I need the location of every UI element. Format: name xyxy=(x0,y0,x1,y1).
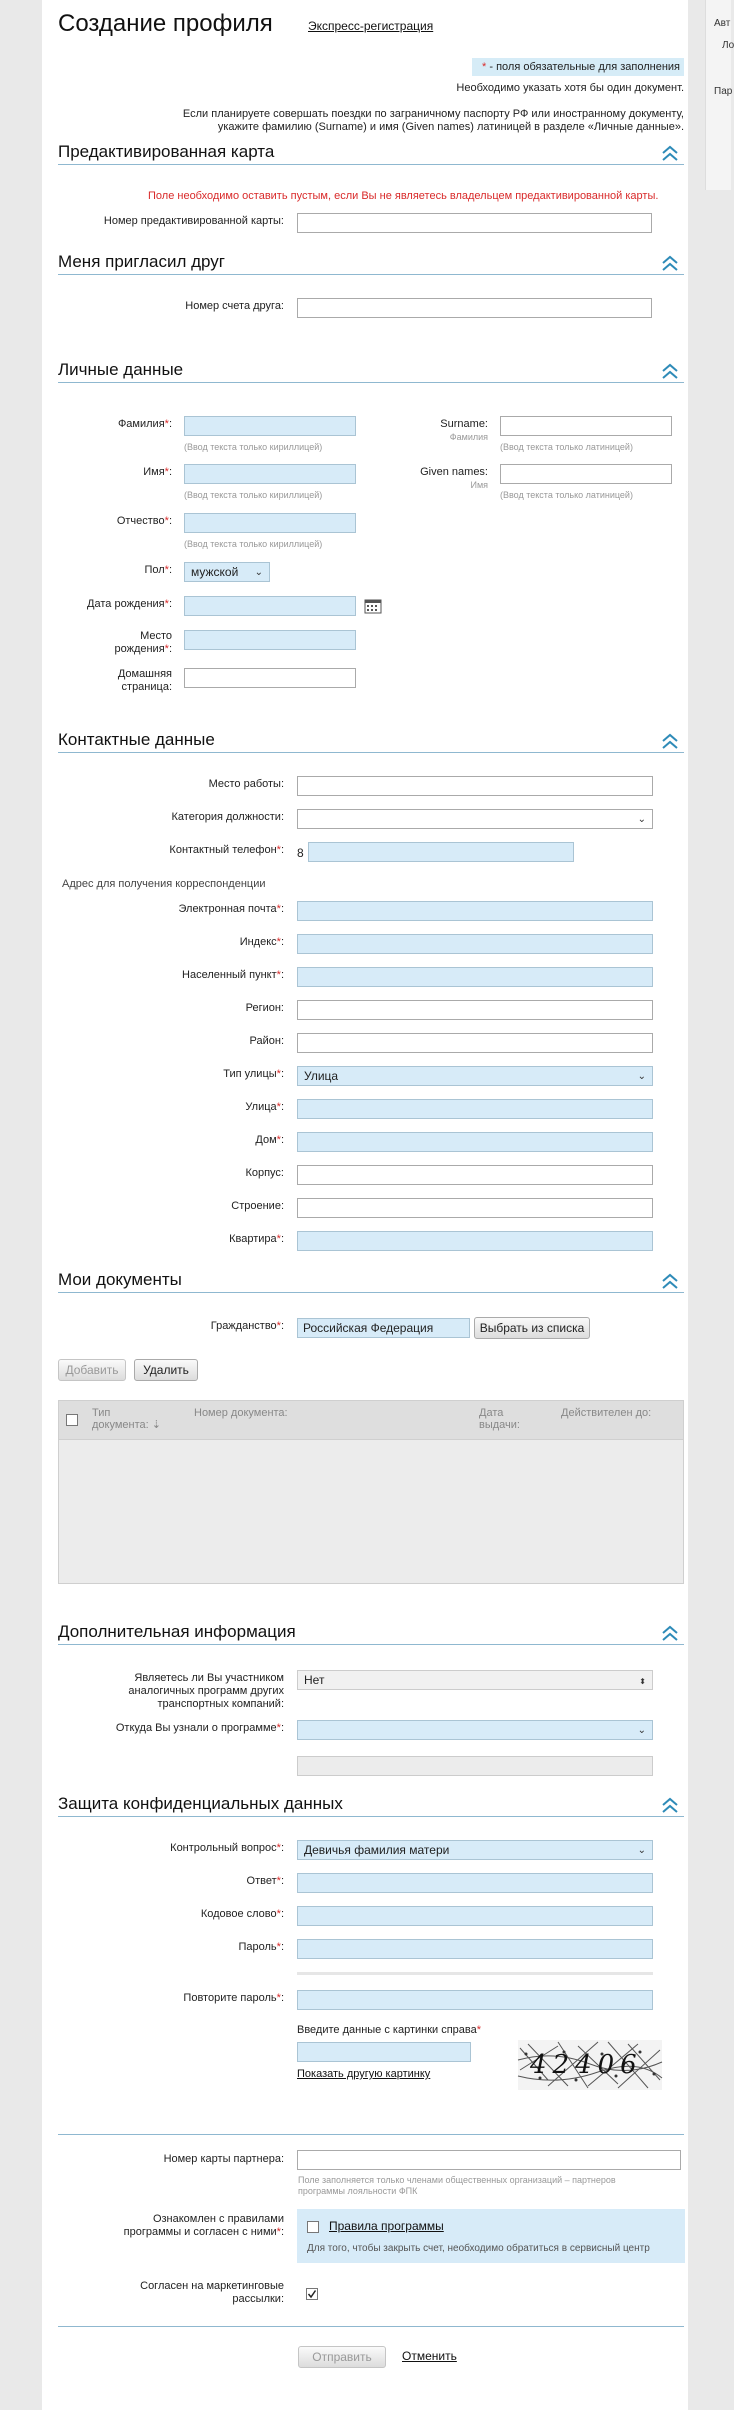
section-divider xyxy=(58,2134,684,2135)
latin-hint: (Ввод текста только латиницей) xyxy=(500,490,633,500)
given-names-input[interactable] xyxy=(500,464,672,484)
section-contacts xyxy=(58,730,684,753)
section-documents xyxy=(58,1270,684,1293)
street-type-value: Улица xyxy=(304,1069,339,1083)
section-additional-info xyxy=(58,1622,684,1645)
source-other-input[interactable] xyxy=(297,1756,653,1776)
security-question-select[interactable] xyxy=(297,1840,653,1860)
latin-note-line2: укажите фамилию (Surname) и имя (Given names) латиницей в разделе «Личные данные». xyxy=(217,121,684,133)
house-label: Дом*: xyxy=(255,1134,284,1146)
gender-value: мужской xyxy=(191,565,239,579)
apartment-input[interactable] xyxy=(297,1231,653,1251)
delete-document-button[interactable]: Удалить xyxy=(134,1359,198,1381)
rules-checkbox[interactable] xyxy=(307,2221,319,2233)
choose-citizenship-button[interactable]: Выбрать из списка xyxy=(474,1317,590,1339)
preactivated-warning: Поле необходимо оставить пустым, если Вы не являетесь владельцем предактивированной карты. xyxy=(148,190,659,202)
collapse-icon[interactable] xyxy=(660,254,680,272)
express-registration-link[interactable]: Экспресс-регистрация xyxy=(308,19,434,33)
region-input[interactable] xyxy=(297,1000,653,1020)
rules-agreement-label: Ознакомлен с правилами программы и согласен с ними*: xyxy=(123,2213,284,2238)
password-input[interactable] xyxy=(297,1939,653,1959)
latin-hint: (Ввод текста только латиницей) xyxy=(500,442,633,452)
street-label: Улица*: xyxy=(245,1101,284,1113)
city-input[interactable] xyxy=(297,967,653,987)
homepage-input[interactable] xyxy=(184,668,356,688)
partner-card-label: Номер карты партнера: xyxy=(163,2153,284,2165)
submit-button[interactable]: Отправить xyxy=(298,2346,386,2368)
close-account-note: Для того, чтобы закрыть счет, необходимо обратиться в сервисный центр xyxy=(307,2243,650,2254)
collapse-icon[interactable] xyxy=(660,144,680,162)
answer-input[interactable] xyxy=(297,1873,653,1893)
section-title: Мои документы xyxy=(58,1270,182,1289)
apartment-label: Квартира*: xyxy=(229,1233,284,1245)
required-note-text: - поля обязательные для заполнения xyxy=(486,61,680,73)
right-panel-text: Авт xyxy=(714,18,731,29)
section-title: Защита конфиденциальных данных xyxy=(58,1794,343,1813)
section-preactivated-card xyxy=(58,142,684,165)
street-type-label: Тип улицы*: xyxy=(223,1068,284,1080)
section-divider xyxy=(58,2326,684,2327)
source-select[interactable] xyxy=(297,1720,653,1740)
surname-sublabel: Фамилия xyxy=(449,432,488,442)
gender-label: Пол*: xyxy=(144,564,172,576)
documents-table-header xyxy=(58,1400,684,1440)
section-title: Личные данные xyxy=(58,360,184,379)
preactivated-card-label: Номер предактивированной карты: xyxy=(103,215,284,227)
workplace-input[interactable] xyxy=(297,776,653,796)
answer-label: Ответ*: xyxy=(246,1875,284,1887)
phone-prefix: 8 xyxy=(297,846,304,860)
email-input[interactable] xyxy=(297,901,653,921)
section-title: Предактивированная карта xyxy=(58,142,275,161)
region-label: Регион: xyxy=(245,1002,284,1014)
surname-input[interactable] xyxy=(500,416,672,436)
last-name-input[interactable] xyxy=(184,416,356,436)
building-label: Корпус: xyxy=(245,1167,284,1179)
section-invited-friend xyxy=(58,252,684,275)
password-label: Пароль*: xyxy=(238,1941,284,1953)
last-name-label: Фамилия*: xyxy=(117,418,172,430)
street-type-select[interactable] xyxy=(297,1066,653,1086)
first-name-label: Имя*: xyxy=(143,466,172,478)
chevron-down-icon: ⌄ xyxy=(637,1071,646,1082)
cyrillic-hint: (Ввод текста только кириллицей) xyxy=(184,539,323,549)
repeat-password-input[interactable] xyxy=(297,1990,653,2010)
required-star: * xyxy=(482,61,487,73)
structure-input[interactable] xyxy=(297,1198,653,1218)
partner-hint-line2: программы лояльности ФПК xyxy=(298,2186,418,2196)
section-personal-data xyxy=(58,360,684,383)
other-programs-label: Являетесь ли Вы участником аналогичных программ других транспортных компаний: xyxy=(128,1672,284,1710)
first-name-input[interactable] xyxy=(184,464,356,484)
select-all-checkbox[interactable] xyxy=(66,1414,78,1426)
patronymic-label: Отчество*: xyxy=(116,515,172,527)
chevron-down-icon: ⌄ xyxy=(637,1845,646,1856)
given-names-label: Given names: xyxy=(420,466,488,478)
column-doc-type[interactable]: Тип документа: ⇣ xyxy=(92,1407,161,1431)
index-label: Индекс*: xyxy=(239,936,284,948)
other-programs-select[interactable] xyxy=(297,1670,653,1690)
district-input[interactable] xyxy=(297,1033,653,1053)
right-panel-text: Ло xyxy=(722,40,734,51)
partner-card-input[interactable] xyxy=(297,2150,681,2170)
workplace-label: Место работы: xyxy=(208,778,284,790)
column-doc-number[interactable]: Номер документа: xyxy=(194,1407,288,1419)
column-valid-until[interactable]: Действителен до: xyxy=(561,1407,652,1419)
one-document-note: Необходимо указать хотя бы один документ. xyxy=(456,82,684,94)
required-fields-note xyxy=(472,58,684,76)
position-label: Категория должности: xyxy=(171,811,284,823)
citizenship-label: Гражданство*: xyxy=(210,1320,284,1332)
section-privacy xyxy=(58,1794,684,1817)
collapse-icon[interactable] xyxy=(660,1796,680,1814)
repeat-password-label: Повторите пароль*: xyxy=(183,1992,284,2004)
add-document-button[interactable]: Добавить xyxy=(58,1359,126,1381)
right-panel-text: Пар xyxy=(714,86,733,97)
house-input[interactable] xyxy=(297,1132,653,1152)
captcha-prompt: Введите данные с картинки справа* xyxy=(297,2024,482,2036)
marketing-checkbox[interactable] xyxy=(306,2288,318,2300)
email-label: Электронная почта*: xyxy=(178,903,284,915)
chevron-down-icon: ⌄ xyxy=(637,1725,646,1736)
citizenship-field[interactable]: Российская Федерация xyxy=(297,1318,470,1338)
patronymic-input[interactable] xyxy=(184,513,356,533)
address-title: Адрес для получения корреспонденции xyxy=(62,878,266,890)
phone-input[interactable] xyxy=(308,842,574,862)
program-rules-link[interactable]: Правила программы xyxy=(329,2219,444,2233)
calendar-icon[interactable] xyxy=(364,598,382,614)
section-title: Контактные данные xyxy=(58,730,215,749)
other-programs-value: Нет xyxy=(304,1673,325,1687)
homepage-label: Домашняя страница: xyxy=(117,668,172,693)
captcha-image xyxy=(518,2040,662,2090)
source-label: Откуда Вы узнали о программе*: xyxy=(115,1722,284,1734)
position-select[interactable] xyxy=(297,809,653,829)
cyrillic-hint: (Ввод текста только кириллицей) xyxy=(184,442,323,452)
birth-date-label: Дата рождения*: xyxy=(87,598,172,610)
cancel-link[interactable]: Отменить xyxy=(402,2349,457,2363)
sort-arrow-icon: ⇣ xyxy=(151,1419,161,1431)
gender-select[interactable] xyxy=(184,562,270,582)
section-title: Меня пригласил друг xyxy=(58,252,226,271)
friend-account-label: Номер счета друга: xyxy=(185,300,284,312)
given-names-sublabel: Имя xyxy=(470,480,488,490)
page-title: Создание профиля xyxy=(58,10,273,37)
chevron-down-icon: ⌄ xyxy=(637,814,646,825)
security-question-label: Контрольный вопрос*: xyxy=(170,1842,284,1854)
latin-note-line1: Если планируете совершать поездки по заграничному паспорту РФ или иностранному документу, xyxy=(182,108,684,120)
district-label: Район: xyxy=(249,1035,284,1047)
collapse-icon[interactable] xyxy=(660,362,680,380)
documents-table-body xyxy=(58,1440,684,1584)
surname-label: Surname: xyxy=(440,418,488,430)
column-issue-date[interactable]: Дата выдачи: xyxy=(479,1407,520,1431)
phone-label: Контактный телефон*: xyxy=(169,844,284,856)
right-side-panel xyxy=(705,0,734,190)
partner-hint-line1: Поле заполняется только членами общественных организаций – партнеров xyxy=(298,2175,616,2185)
checkmark-icon xyxy=(307,2289,317,2299)
birth-date-input[interactable] xyxy=(184,596,356,616)
birth-place-label: Место рождения*: xyxy=(114,630,172,655)
marketing-label: Согласен на маркетинговые рассылки: xyxy=(140,2280,284,2305)
collapse-icon[interactable] xyxy=(660,1624,680,1642)
collapse-icon[interactable] xyxy=(660,732,680,750)
updown-icon: ⬍ xyxy=(639,1677,646,1686)
birth-place-input[interactable] xyxy=(184,630,356,650)
collapse-icon[interactable] xyxy=(660,1272,680,1290)
code-word-label: Кодовое слово*: xyxy=(200,1908,284,1920)
section-title: Дополнительная информация xyxy=(58,1622,296,1641)
city-label: Населенный пункт*: xyxy=(182,969,284,981)
security-question-value: Девичья фамилия матери xyxy=(304,1843,450,1857)
rules-agreement-box xyxy=(297,2209,685,2263)
chevron-down-icon: ⌄ xyxy=(254,567,263,578)
friend-account-input[interactable] xyxy=(297,298,652,318)
index-input[interactable] xyxy=(297,934,653,954)
preactivated-card-input[interactable] xyxy=(297,213,652,233)
structure-label: Строение: xyxy=(231,1200,284,1212)
cyrillic-hint: (Ввод текста только кириллицей) xyxy=(184,490,323,500)
password-strength-bar xyxy=(297,1972,653,1975)
captcha-refresh-link[interactable]: Показать другую картинку xyxy=(297,2068,431,2080)
code-word-input[interactable] xyxy=(297,1906,653,1926)
building-input[interactable] xyxy=(297,1165,653,1185)
captcha-text: 42406 xyxy=(530,2050,643,2080)
captcha-input[interactable] xyxy=(297,2042,471,2062)
street-input[interactable] xyxy=(297,1099,653,1119)
